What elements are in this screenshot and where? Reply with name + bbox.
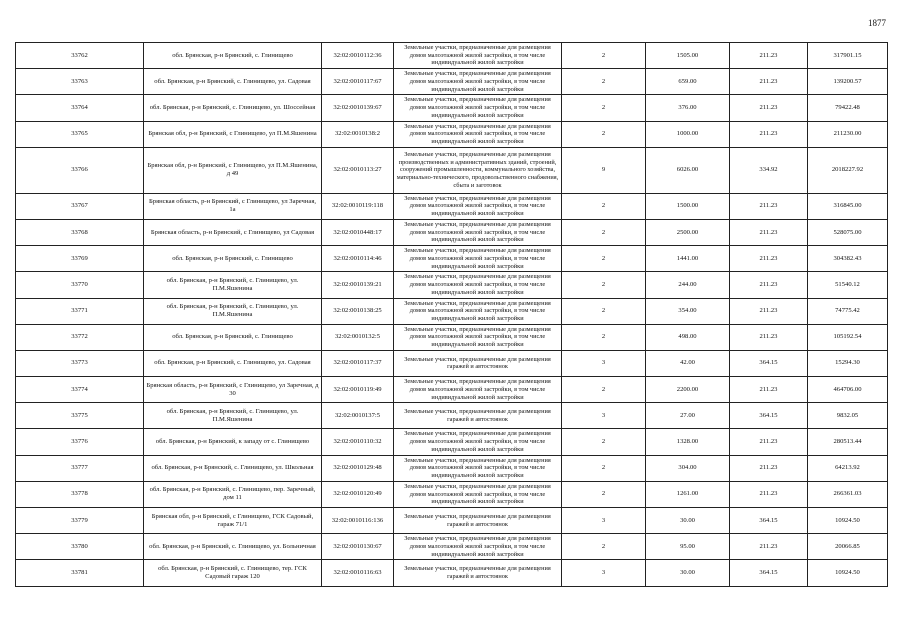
page-number: 1877 <box>868 18 886 28</box>
cadastral-number-cell: 32:02:0010116:136 <box>322 508 394 534</box>
area-cell: 498.00 <box>646 324 730 350</box>
specific-value-cell: 211.23 <box>730 324 808 350</box>
specific-value-cell: 211.23 <box>730 69 808 95</box>
cadastral-number-cell: 32:02:0010129:48 <box>322 455 394 481</box>
specific-value-cell: 211.23 <box>730 455 808 481</box>
address-cell: обл. Брянская, р-н Брянский, с. Глинищево, ул. Больничная <box>144 534 322 560</box>
area-cell: 1328.00 <box>646 429 730 455</box>
area-cell: 1261.00 <box>646 481 730 507</box>
area-cell: 2200.00 <box>646 377 730 403</box>
use-group-cell: 2 <box>562 455 646 481</box>
cadastral-number-cell: 32:02:0010130:67 <box>322 534 394 560</box>
land-use-cell: Земельные участки, предназначенные для размещения гаражей и автостоянок <box>394 350 562 376</box>
row-number-cell: 33778 <box>16 481 144 507</box>
use-group-cell: 2 <box>562 377 646 403</box>
use-group-cell: 2 <box>562 193 646 219</box>
land-use-cell: Земельные участки, предназначенные для размещения производственных и административных зданий, строений, сооружений промышленности, коммунального хозяйства, материально-технического, продовольственного снабжения, сбыта и заготовок <box>394 147 562 193</box>
use-group-cell: 9 <box>562 147 646 193</box>
row-number-cell: 33777 <box>16 455 144 481</box>
row-number-cell: 33762 <box>16 43 144 69</box>
address-cell: обл. Брянская, р-н Брянский, с. Глинищево, ул. П.М.Яшенина <box>144 298 322 324</box>
table-row <box>16 560 888 586</box>
area-cell: 30.00 <box>646 508 730 534</box>
area-cell: 1500.00 <box>646 193 730 219</box>
table-row <box>16 534 888 560</box>
address-cell: обл. Брянская, р-н Брянский, с. Глинищево, тер. ГСК Садовый гараж 120 <box>144 560 322 586</box>
cadastral-number-cell: 32:02:0010448:17 <box>322 219 394 245</box>
specific-value-cell: 211.23 <box>730 481 808 507</box>
use-group-cell: 2 <box>562 69 646 95</box>
cadastral-value-cell: 2018227.92 <box>808 147 888 193</box>
address-cell: обл. Брянская, р-н Брянский, с. Глинищево <box>144 43 322 69</box>
land-use-cell: Земельные участки, предназначенные для размещения домов малоэтажной жилой застройки, в том числе индивидуальной жилой застройки <box>394 43 562 69</box>
address-cell: обл. Брянская, р-н Брянский, с. Глинищево, ул. Садовая <box>144 69 322 95</box>
cadastral-number-cell: 32:02:0010116:63 <box>322 560 394 586</box>
table-row <box>16 147 888 193</box>
land-use-cell: Земельные участки, предназначенные для размещения домов малоэтажной жилой застройки, в том числе индивидуальной жилой застройки <box>394 219 562 245</box>
cadastral-number-cell: 32:02:0010119:49 <box>322 377 394 403</box>
land-use-cell: Земельные участки, предназначенные для размещения домов малоэтажной жилой застройки, в том числе индивидуальной жилой застройки <box>394 481 562 507</box>
address-cell: Брянская область, р-н Брянский, с Глинищево, ул Заречная, 1а <box>144 193 322 219</box>
use-group-cell: 2 <box>562 246 646 272</box>
cadastral-number-cell: 32:02:0010120:49 <box>322 481 394 507</box>
table-row <box>16 43 888 69</box>
address-cell: Брянская обл, р-н Брянский, с Глинищево, ул П.М.Яшенина, д 49 <box>144 147 322 193</box>
address-cell: обл. Брянская, р-н Брянский, с. Глинищево, ул. П.М.Яшенина <box>144 272 322 298</box>
cadastral-value-cell: 10924.50 <box>808 560 888 586</box>
area-cell: 6026.00 <box>646 147 730 193</box>
specific-value-cell: 211.23 <box>730 246 808 272</box>
table-row <box>16 246 888 272</box>
table-row <box>16 403 888 429</box>
land-use-cell: Земельные участки, предназначенные для размещения гаражей и автостоянок <box>394 560 562 586</box>
cadastral-value-cell: 64213.92 <box>808 455 888 481</box>
address-cell: обл. Брянская, р-н Брянский, с. Глинищево, ул. Садовая <box>144 350 322 376</box>
cadastral-number-cell: 32:02:0010117:37 <box>322 350 394 376</box>
cadastral-value-cell: 9832.05 <box>808 403 888 429</box>
row-number-cell: 33767 <box>16 193 144 219</box>
cadastral-number-cell: 32:02:0010119:118 <box>322 193 394 219</box>
area-cell: 244.00 <box>646 272 730 298</box>
table-row <box>16 121 888 147</box>
specific-value-cell: 364.15 <box>730 560 808 586</box>
row-number-cell: 33771 <box>16 298 144 324</box>
use-group-cell: 3 <box>562 560 646 586</box>
cadastral-number-cell: 32:02:0010114:46 <box>322 246 394 272</box>
use-group-cell: 3 <box>562 508 646 534</box>
use-group-cell: 2 <box>562 43 646 69</box>
use-group-cell: 2 <box>562 324 646 350</box>
address-cell: Брянская обл, р-н Брянский, с Глинищево, ул П.М.Яшенина <box>144 121 322 147</box>
land-use-cell: Земельные участки, предназначенные для размещения домов малоэтажной жилой застройки, в том числе индивидуальной жилой застройки <box>394 193 562 219</box>
table-row <box>16 350 888 376</box>
row-number-cell: 33765 <box>16 121 144 147</box>
specific-value-cell: 364.15 <box>730 403 808 429</box>
land-use-cell: Земельные участки, предназначенные для размещения домов малоэтажной жилой застройки, в том числе индивидуальной жилой застройки <box>394 298 562 324</box>
row-number-cell: 33776 <box>16 429 144 455</box>
table-row <box>16 193 888 219</box>
use-group-cell: 2 <box>562 481 646 507</box>
row-number-cell: 33774 <box>16 377 144 403</box>
land-use-cell: Земельные участки, предназначенные для размещения домов малоэтажной жилой застройки, в том числе индивидуальной жилой застройки <box>394 272 562 298</box>
specific-value-cell: 211.23 <box>730 43 808 69</box>
table-row <box>16 69 888 95</box>
address-cell: обл. Брянская, р-н Брянский, с. Глинищево <box>144 246 322 272</box>
row-number-cell: 33772 <box>16 324 144 350</box>
area-cell: 2500.00 <box>646 219 730 245</box>
address-cell: обл. Брянская, р-н Брянский, с. Глинищево, ул. П.М.Яшенина <box>144 403 322 429</box>
cadastral-value-cell: 105192.54 <box>808 324 888 350</box>
use-group-cell: 2 <box>562 534 646 560</box>
area-cell: 1505.00 <box>646 43 730 69</box>
address-cell: Брянская обл, р-н Брянский, с Глинищево, ГСК Садовый, гараж 71/1 <box>144 508 322 534</box>
area-cell: 27.00 <box>646 403 730 429</box>
cadastral-value-cell: 139200.57 <box>808 69 888 95</box>
specific-value-cell: 211.23 <box>730 193 808 219</box>
cadastral-value-cell: 316845.00 <box>808 193 888 219</box>
cadastral-number-cell: 32:02:0010117:67 <box>322 69 394 95</box>
specific-value-cell: 211.23 <box>730 219 808 245</box>
use-group-cell: 3 <box>562 403 646 429</box>
specific-value-cell: 211.23 <box>730 298 808 324</box>
cadastral-value-cell: 79422.48 <box>808 95 888 121</box>
row-number-cell: 33766 <box>16 147 144 193</box>
address-cell: Брянская область, р-н Брянский, с Глинищево, ул Заречная, д 30 <box>144 377 322 403</box>
area-cell: 42.00 <box>646 350 730 376</box>
cadastral-value-cell: 15294.30 <box>808 350 888 376</box>
cadastral-value-cell: 211230.00 <box>808 121 888 147</box>
row-number-cell: 33779 <box>16 508 144 534</box>
land-use-cell: Земельные участки, предназначенные для размещения гаражей и автостоянок <box>394 403 562 429</box>
cadastral-value-cell: 280513.44 <box>808 429 888 455</box>
table-row <box>16 272 888 298</box>
land-use-cell: Земельные участки, предназначенные для размещения домов малоэтажной жилой застройки, в том числе индивидуальной жилой застройки <box>394 377 562 403</box>
cadastral-value-cell: 304382.43 <box>808 246 888 272</box>
table-body <box>16 43 888 587</box>
address-cell: обл. Брянская, р-н Брянский, к западу от с. Глинищево <box>144 429 322 455</box>
table-row <box>16 455 888 481</box>
specific-value-cell: 364.15 <box>730 508 808 534</box>
cadastral-value-table <box>15 42 888 587</box>
specific-value-cell: 211.23 <box>730 377 808 403</box>
address-cell: Брянская область, р-н Брянский, с Глинищево, ул Садовая <box>144 219 322 245</box>
use-group-cell: 2 <box>562 429 646 455</box>
land-use-cell: Земельные участки, предназначенные для размещения домов малоэтажной жилой застройки, в том числе индивидуальной жилой застройки <box>394 324 562 350</box>
row-number-cell: 33769 <box>16 246 144 272</box>
area-cell: 376.00 <box>646 95 730 121</box>
land-use-cell: Земельные участки, предназначенные для размещения домов малоэтажной жилой застройки, в том числе индивидуальной жилой застройки <box>394 246 562 272</box>
land-use-cell: Земельные участки, предназначенные для размещения гаражей и автостоянок <box>394 508 562 534</box>
area-cell: 304.00 <box>646 455 730 481</box>
area-cell: 1000.00 <box>646 121 730 147</box>
table-row <box>16 219 888 245</box>
table-row <box>16 377 888 403</box>
area-cell: 30.00 <box>646 560 730 586</box>
cadastral-value-cell: 317901.15 <box>808 43 888 69</box>
land-use-cell: Земельные участки, предназначенные для размещения домов малоэтажной жилой застройки, в том числе индивидуальной жилой застройки <box>394 455 562 481</box>
specific-value-cell: 211.23 <box>730 121 808 147</box>
specific-value-cell: 334.92 <box>730 147 808 193</box>
area-cell: 354.00 <box>646 298 730 324</box>
cadastral-number-cell: 32:02:0010132:5 <box>322 324 394 350</box>
row-number-cell: 33781 <box>16 560 144 586</box>
row-number-cell: 33763 <box>16 69 144 95</box>
cadastral-value-cell: 51540.12 <box>808 272 888 298</box>
area-cell: 95.00 <box>646 534 730 560</box>
use-group-cell: 2 <box>562 121 646 147</box>
row-number-cell: 33773 <box>16 350 144 376</box>
cadastral-value-cell: 20066.85 <box>808 534 888 560</box>
row-number-cell: 33764 <box>16 95 144 121</box>
land-use-cell: Земельные участки, предназначенные для размещения домов малоэтажной жилой застройки, в том числе индивидуальной жилой застройки <box>394 429 562 455</box>
cadastral-number-cell: 32:02:0010113:27 <box>322 147 394 193</box>
specific-value-cell: 211.23 <box>730 272 808 298</box>
use-group-cell: 2 <box>562 95 646 121</box>
cadastral-number-cell: 32:02:0010139:67 <box>322 95 394 121</box>
row-number-cell: 33775 <box>16 403 144 429</box>
area-cell: 659.00 <box>646 69 730 95</box>
cadastral-number-cell: 32:02:0010137:5 <box>322 403 394 429</box>
cadastral-value-cell: 528075.00 <box>808 219 888 245</box>
cadastral-value-cell: 266361.03 <box>808 481 888 507</box>
row-number-cell: 33768 <box>16 219 144 245</box>
address-cell: обл. Брянская, р-н Брянский, с. Глинищево, пер. Заречный, дом 11 <box>144 481 322 507</box>
cadastral-value-cell: 464706.00 <box>808 377 888 403</box>
specific-value-cell: 364.15 <box>730 350 808 376</box>
use-group-cell: 2 <box>562 219 646 245</box>
row-number-cell: 33770 <box>16 272 144 298</box>
use-group-cell: 2 <box>562 272 646 298</box>
use-group-cell: 3 <box>562 350 646 376</box>
table-row <box>16 508 888 534</box>
land-use-cell: Земельные участки, предназначенные для размещения домов малоэтажной жилой застройки, в том числе индивидуальной жилой застройки <box>394 95 562 121</box>
specific-value-cell: 211.23 <box>730 429 808 455</box>
row-number-cell: 33780 <box>16 534 144 560</box>
address-cell: обл. Брянская, р-н Брянский, с. Глинищево, ул. Школьная <box>144 455 322 481</box>
use-group-cell: 2 <box>562 298 646 324</box>
table-row <box>16 481 888 507</box>
cadastral-number-cell: 32:02:0010138:2 <box>322 121 394 147</box>
cadastral-number-cell: 32:02:0010110:32 <box>322 429 394 455</box>
address-cell: обл. Брянская, р-н Брянский, с. Глинищево, ул. Шоссейная <box>144 95 322 121</box>
table-row <box>16 324 888 350</box>
land-use-cell: Земельные участки, предназначенные для размещения домов малоэтажной жилой застройки, в том числе индивидуальной жилой застройки <box>394 69 562 95</box>
cadastral-number-cell: 32:02:0010112:36 <box>322 43 394 69</box>
table-row <box>16 95 888 121</box>
specific-value-cell: 211.23 <box>730 534 808 560</box>
specific-value-cell: 211.23 <box>730 95 808 121</box>
land-use-cell: Земельные участки, предназначенные для размещения домов малоэтажной жилой застройки, в том числе индивидуальной жилой застройки <box>394 121 562 147</box>
table-row <box>16 298 888 324</box>
cadastral-value-cell: 10924.50 <box>808 508 888 534</box>
cadastral-value-cell: 74775.42 <box>808 298 888 324</box>
land-use-cell: Земельные участки, предназначенные для размещения домов малоэтажной жилой застройки, в том числе индивидуальной жилой застройки <box>394 534 562 560</box>
cadastral-number-cell: 32:02:0010139:21 <box>322 272 394 298</box>
area-cell: 1441.00 <box>646 246 730 272</box>
address-cell: обл. Брянская, р-н Брянский, с. Глинищево <box>144 324 322 350</box>
cadastral-number-cell: 32:02:0010138:25 <box>322 298 394 324</box>
table-row <box>16 429 888 455</box>
